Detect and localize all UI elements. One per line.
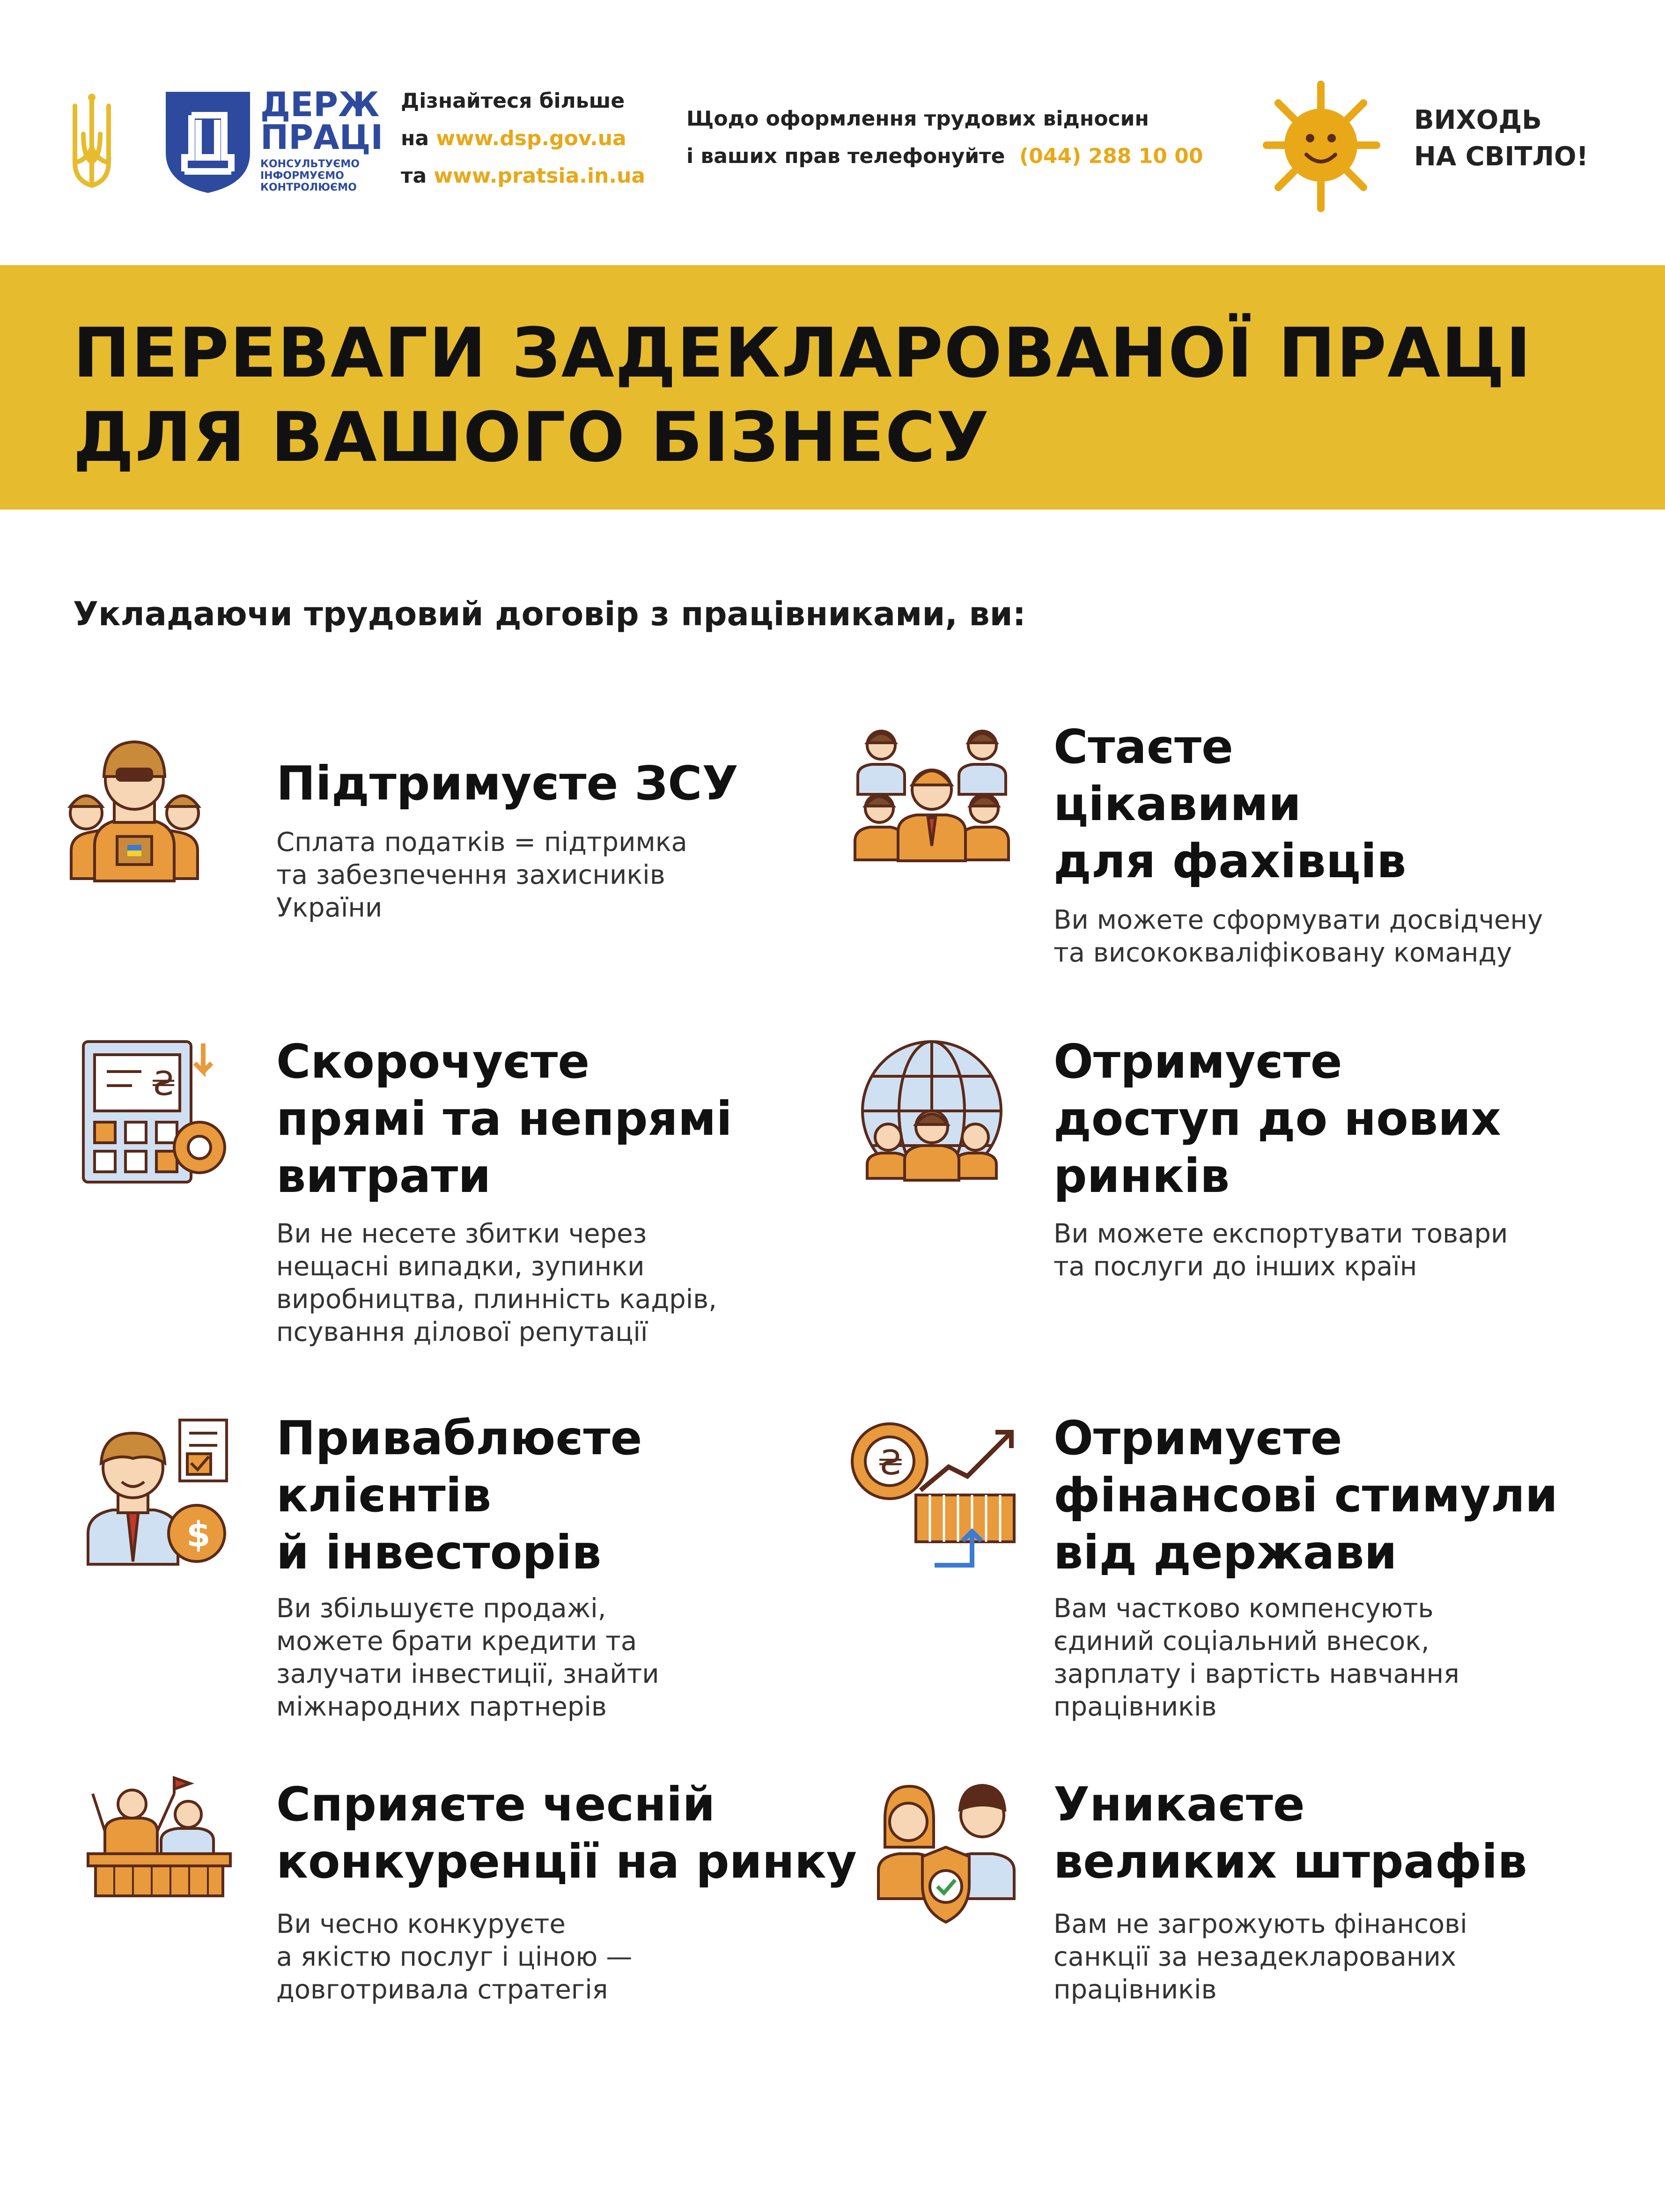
investor-icon [84,1416,230,1567]
org-name [260,85,383,157]
item-title-investors: Приваблюєте клієнтів й інвесторів [276,1411,642,1580]
team-icon [853,724,1010,863]
shield-people-icon [876,1777,1017,1926]
item-title-attractive: Стаєте цікавими для фахівців [1054,719,1407,888]
pratsia-site-link[interactable]: www.pratsia.in.ua [434,164,646,188]
item-desc-attractive: Ви можете сформувати досвідчену та висококваліфіковану команду [1054,905,1543,968]
learn-more-label: Дізнайтеся більше [401,89,625,113]
phone-line-1: Щодо оформлення трудових відносин [686,107,1149,131]
globe-people-icon [858,1038,1006,1185]
svg-text:$: $ [186,1515,211,1555]
phone-line-2: і ваших прав телефонуйте [686,144,1005,168]
item-desc-fair-competition: Ви чесно конкуруєте а якістю послуг і ціною — довготривала стратегія [276,1909,633,2005]
item-desc-avoid-fines: Вам не загрожують фінансові санкції за незадекларованих працівників [1054,1909,1467,2005]
item-desc-support-army: Сплата податків = підтримка та забезпечення захисників України [276,827,687,923]
podium-icon [86,1775,232,1898]
intro-text: Укладаючи трудовий договір з працівниками, ви: [73,595,1026,633]
dsp-shield-logo [166,92,250,194]
slogan: ВИХОДЬ НА СВІТЛО! [1414,105,1589,172]
org-tagline-1: КОНСУЛЬТУЄМО [260,158,360,170]
item-title-incentives: Отримуєте фінансові стимули від держави [1054,1411,1558,1580]
calculator-icon [81,1039,228,1188]
org-name-line-2: ПРАЦІ [260,118,383,157]
org-tagline-3: КОНТРОЛЮЄМО [260,182,357,193]
item-title-avoid-fines: Уникаєте великих штрафів [1054,1777,1527,1889]
learn-more-block [401,82,663,195]
on-label: на [401,126,429,150]
item-desc-investors: Ви збільшуєте продажі, можете брати кредити та залучати інвестиції, знайти міжнародних партнерів [276,1593,659,1722]
phone-block [686,100,1239,175]
org-tagline [260,158,360,193]
item-title-support-army: Підтримуєте ЗСУ [276,756,738,811]
phone-number[interactable]: (044) 288 10 00 [1019,144,1203,168]
dsp-site-link[interactable]: www.dsp.gov.ua [436,126,626,150]
item-title-fair-competition: Сприяєте чесній конкуренції на ринку [276,1777,857,1889]
item-title-reduce-costs: Скорочуєте прямі та непрямі витрати [276,1034,732,1203]
and-label: та [401,164,427,188]
soldiers-icon [62,724,207,883]
svg-text:₴: ₴ [151,1065,177,1103]
item-title-new-markets: Отримуєте доступ до нових ринків [1054,1034,1501,1203]
growth-chart-icon [850,1415,1018,1570]
trident-logo [70,92,113,195]
item-desc-reduce-costs: Ви не несете збитки через нещасні випадки, зупинки виробництва, плинність кадрів, псування ділової репутації [276,1219,717,1347]
sun-mascot-icon [1260,75,1382,215]
svg-text:₴: ₴ [877,1443,904,1482]
page-title: ПЕРЕВАГИ ЗАДЕКЛАРОВАНОЇ ПРАЦІ ДЛЯ ВАШОГО БІЗНЕСУ [73,313,1532,477]
item-desc-incentives: Вам частково компенсують єдиний соціальний внесок, зарплату і вартість навчання працівників [1054,1593,1459,1722]
org-tagline-2: ІНФОРМУЄМО [260,170,344,182]
org-name-line-1: ДЕРЖ [260,85,380,124]
item-desc-new-markets: Ви можете експортувати товари та послуги до інших країн [1054,1219,1508,1282]
